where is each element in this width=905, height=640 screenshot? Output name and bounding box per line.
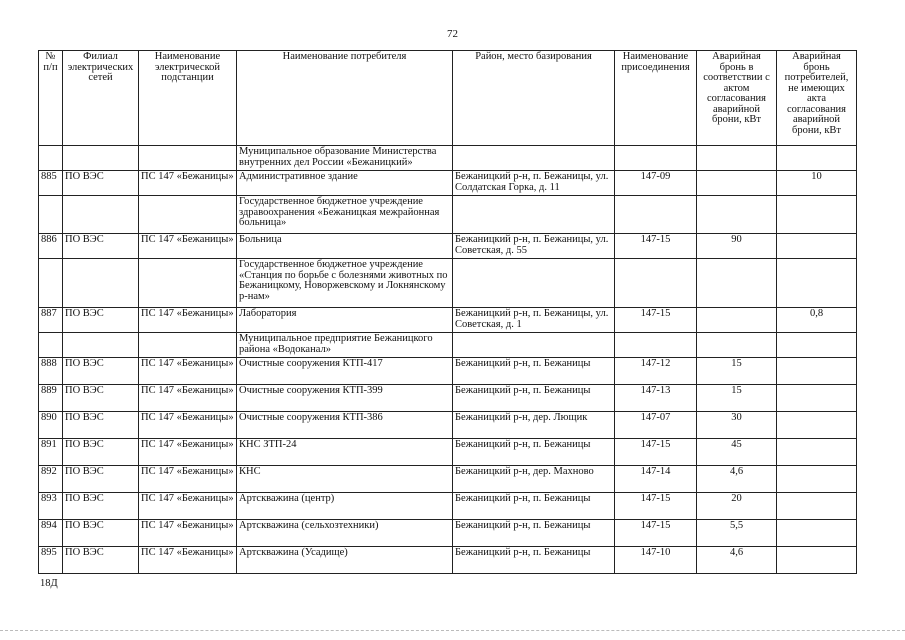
cell-number: 891 [39, 439, 63, 466]
cell-reserve-with-act: 15 [697, 385, 777, 412]
cell-substation: ПС 147 «Бежаницы» [139, 439, 237, 466]
cell-number: 894 [39, 520, 63, 547]
cell-connection: 147-15 [615, 520, 697, 547]
cell-number: 889 [39, 385, 63, 412]
cell-number: 893 [39, 493, 63, 520]
cell-substation [139, 333, 237, 358]
cell-substation: ПС 147 «Бежаницы» [139, 171, 237, 196]
cell-consumer: КНС [237, 466, 453, 493]
cell-reserve-without-act [777, 259, 857, 308]
cell-substation [139, 259, 237, 308]
cell-consumer: Артскважина (сельхозтехники) [237, 520, 453, 547]
cell-substation: ПС 147 «Бежаницы» [139, 308, 237, 333]
cell-consumer: Муниципальное образование Министерства внутренних дел России «Бежаницкий» [237, 146, 453, 171]
cell-connection: 147-15 [615, 493, 697, 520]
table-header-row [39, 51, 857, 146]
cell-branch: ПО ВЭС [63, 466, 139, 493]
table-row [39, 412, 857, 439]
cell-reserve-with-act [697, 196, 777, 234]
cell-connection [615, 259, 697, 308]
cell-district [453, 146, 615, 171]
cell-consumer: Артскважина (Усадище) [237, 547, 453, 574]
cell-reserve-without-act [777, 333, 857, 358]
table-row [39, 520, 857, 547]
cell-reserve-without-act [777, 412, 857, 439]
cell-district: Бежаницкий р-н, дер. Лющик [453, 412, 615, 439]
emergency-reserve-table [38, 50, 857, 574]
cell-reserve-with-act [697, 259, 777, 308]
cell-connection: 147-15 [615, 439, 697, 466]
cell-district: Бежаницкий р-н, п. Бежаницы [453, 439, 615, 466]
header-connection: Наименование присоединения [615, 51, 697, 146]
header-substation: Наименование электрической подстанции [139, 51, 237, 146]
cell-reserve-without-act [777, 547, 857, 574]
cell-connection: 147-15 [615, 234, 697, 259]
cell-number: 886 [39, 234, 63, 259]
cell-reserve-without-act [777, 493, 857, 520]
cell-district: Бежаницкий р-н, п. Бежаницы, ул. Советская, д. 1 [453, 308, 615, 333]
cell-branch: ПО ВЭС [63, 493, 139, 520]
cell-branch: ПО ВЭС [63, 171, 139, 196]
table-row [39, 385, 857, 412]
cell-number: 895 [39, 547, 63, 574]
table-row [39, 547, 857, 574]
cell-number: 887 [39, 308, 63, 333]
cell-reserve-with-act: 20 [697, 493, 777, 520]
cell-consumer: Административное здание [237, 171, 453, 196]
cell-branch: ПО ВЭС [63, 439, 139, 466]
cell-connection: 147-09 [615, 171, 697, 196]
cell-connection: 147-15 [615, 308, 697, 333]
cell-consumer: Лаборатория [237, 308, 453, 333]
header-branch: Филиал электрических сетей [63, 51, 139, 146]
cell-number: 892 [39, 466, 63, 493]
cell-district: Бежаницкий р-н, п. Бежаницы [453, 520, 615, 547]
cell-consumer: КНС ЗТП-24 [237, 439, 453, 466]
cell-branch [63, 146, 139, 171]
table-row [39, 439, 857, 466]
cell-branch: ПО ВЭС [63, 308, 139, 333]
cell-reserve-with-act: 5,5 [697, 520, 777, 547]
cell-branch: ПО ВЭС [63, 385, 139, 412]
cell-branch: ПО ВЭС [63, 234, 139, 259]
cell-branch: ПО ВЭС [63, 520, 139, 547]
organization-row [39, 196, 857, 234]
table-row [39, 358, 857, 385]
cell-reserve-without-act [777, 466, 857, 493]
table-row [39, 466, 857, 493]
cell-reserve-with-act: 90 [697, 234, 777, 259]
cell-reserve-with-act [697, 333, 777, 358]
cell-branch [63, 196, 139, 234]
cell-consumer: Очистные сооружения КТП-386 [237, 412, 453, 439]
cell-number [39, 196, 63, 234]
cell-consumer: Муниципальное предприятие Бежаницкого района «Водоканал» [237, 333, 453, 358]
cell-reserve-with-act: 4,6 [697, 466, 777, 493]
cell-reserve-with-act [697, 308, 777, 333]
cell-reserve-without-act [777, 520, 857, 547]
cell-reserve-without-act [777, 146, 857, 171]
header-number: № п/п [39, 51, 63, 146]
cell-reserve-without-act [777, 439, 857, 466]
table-row [39, 493, 857, 520]
cell-consumer: Очистные сооружения КТП-417 [237, 358, 453, 385]
organization-row [39, 333, 857, 358]
header-reserve-without-act: Аварийная бронь потребителей, не имеющих акта согласования аварийной брони, кВт [777, 51, 857, 146]
cell-reserve-with-act: 15 [697, 358, 777, 385]
cell-reserve-with-act [697, 171, 777, 196]
cell-district: Бежаницкий р-н, дер. Махново [453, 466, 615, 493]
cell-substation: ПС 147 «Бежаницы» [139, 520, 237, 547]
cell-branch [63, 259, 139, 308]
cell-connection: 147-07 [615, 412, 697, 439]
cell-reserve-without-act [777, 196, 857, 234]
table-row [39, 308, 857, 333]
table-row [39, 234, 857, 259]
cell-substation: ПС 147 «Бежаницы» [139, 493, 237, 520]
cell-district: Бежаницкий р-н, п. Бежаницы, ул. Солдатская Горка, д. 11 [453, 171, 615, 196]
cell-connection [615, 333, 697, 358]
cell-connection: 147-10 [615, 547, 697, 574]
cell-substation [139, 196, 237, 234]
cell-connection [615, 196, 697, 234]
cell-branch: ПО ВЭС [63, 547, 139, 574]
cell-number [39, 333, 63, 358]
cell-number [39, 259, 63, 308]
cell-branch: ПО ВЭС [63, 412, 139, 439]
cell-substation: ПС 147 «Бежаницы» [139, 466, 237, 493]
cell-number: 888 [39, 358, 63, 385]
cell-connection: 147-14 [615, 466, 697, 493]
cell-branch: ПО ВЭС [63, 358, 139, 385]
scan-edge-line [0, 630, 905, 631]
header-consumer: Наименование потребителя [237, 51, 453, 146]
cell-reserve-without-act [777, 358, 857, 385]
organization-row [39, 146, 857, 171]
cell-district: Бежаницкий р-н, п. Бежаницы [453, 358, 615, 385]
cell-reserve-with-act: 45 [697, 439, 777, 466]
cell-reserve-without-act [777, 234, 857, 259]
footer-code: 18Д [40, 578, 58, 589]
cell-number: 885 [39, 171, 63, 196]
cell-reserve-with-act: 4,6 [697, 547, 777, 574]
cell-district: Бежаницкий р-н, п. Бежаницы [453, 385, 615, 412]
organization-row [39, 259, 857, 308]
cell-reserve-with-act: 30 [697, 412, 777, 439]
cell-reserve-without-act [777, 385, 857, 412]
cell-connection: 147-12 [615, 358, 697, 385]
table-body [39, 146, 857, 574]
cell-consumer: Государственное бюджетное учреждение «Станция по борьбе с болезнями животных по Бежаницкому, Новоржевскому и Локнянскому р-нам» [237, 259, 453, 308]
cell-district [453, 333, 615, 358]
cell-substation: ПС 147 «Бежаницы» [139, 358, 237, 385]
page-number: 72 [447, 28, 458, 40]
cell-substation: ПС 147 «Бежаницы» [139, 412, 237, 439]
cell-branch [63, 333, 139, 358]
header-district: Район, место базирования [453, 51, 615, 146]
cell-number [39, 146, 63, 171]
cell-district [453, 259, 615, 308]
header-reserve-with-act: Аварийная бронь в соответствии с актом согласования аварийной брони, кВт [697, 51, 777, 146]
cell-reserve-with-act [697, 146, 777, 171]
cell-reserve-without-act: 0,8 [777, 308, 857, 333]
cell-district: Бежаницкий р-н, п. Бежаницы [453, 493, 615, 520]
cell-substation: ПС 147 «Бежаницы» [139, 547, 237, 574]
cell-district: Бежаницкий р-н, п. Бежаницы, ул. Советская, д. 55 [453, 234, 615, 259]
cell-number: 890 [39, 412, 63, 439]
cell-consumer: Больница [237, 234, 453, 259]
cell-district [453, 196, 615, 234]
cell-substation: ПС 147 «Бежаницы» [139, 234, 237, 259]
cell-consumer: Государственное бюджетное учреждение здравоохранения «Бежаницкая межрайонная больница» [237, 196, 453, 234]
table-row [39, 171, 857, 196]
cell-consumer: Очистные сооружения КТП-399 [237, 385, 453, 412]
cell-district: Бежаницкий р-н, п. Бежаницы [453, 547, 615, 574]
cell-substation: ПС 147 «Бежаницы» [139, 385, 237, 412]
cell-connection: 147-13 [615, 385, 697, 412]
cell-connection [615, 146, 697, 171]
cell-reserve-without-act: 10 [777, 171, 857, 196]
cell-consumer: Артскважина (центр) [237, 493, 453, 520]
cell-substation [139, 146, 237, 171]
